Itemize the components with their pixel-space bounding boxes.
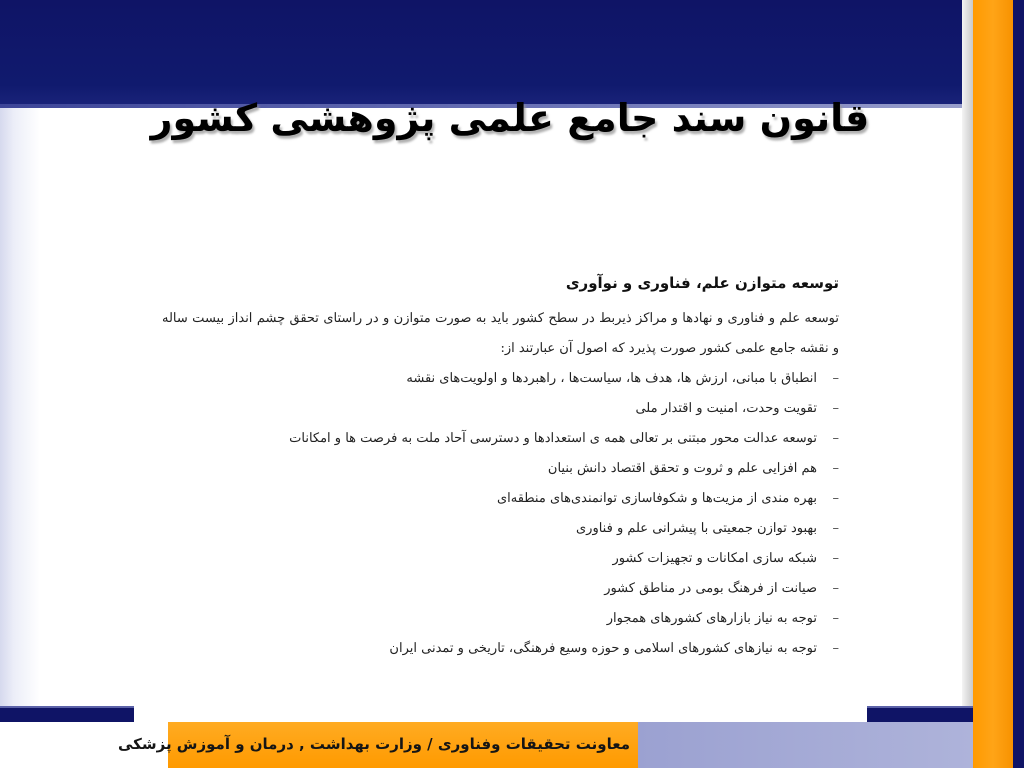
dash-bullet: – — [832, 461, 839, 476]
right-navy-edge — [1013, 0, 1024, 768]
principles-list — [162, 364, 839, 664]
list-item — [162, 544, 839, 574]
list-item — [162, 634, 839, 664]
list-item — [162, 514, 839, 544]
list-item — [162, 454, 839, 484]
list-item-text: توجه به نیاز بازارهای کشورهای همجوار — [606, 611, 817, 626]
footer-caption: معاونت تحقیقات وفناوری / وزارت بهداشت , درمان و آموزش پزشکی — [117, 735, 630, 753]
dash-bullet: – — [832, 521, 839, 536]
document-intro: توسعه علم و فناوری و نهادها و مراکز ذیربط در سطح کشور باید به صورت متوازن و در راستای تحقق چشم انداز بیست ساله و نقشه جامع علمی کشور صورت پذیرد که اصول آن عبارتند از: — [162, 311, 839, 356]
list-item-text: هم افزایی علم و ثروت و تحقق اقتصاد دانش بنیان — [547, 461, 817, 476]
list-item-text: بهره مندی از مزیت‌ها و شکوفاسازی توانمندی‌های منطقه‌ای — [496, 491, 817, 506]
list-item-text: صیانت از فرهنگ بومی در مناطق کشور — [604, 581, 817, 596]
document-excerpt — [134, 264, 867, 722]
list-item — [162, 484, 839, 514]
list-item-text: شبکه سازی امکانات و تجهیزات کشور — [612, 551, 817, 566]
document-heading: توسعه متوازن علم، فناوری و نوآوری — [565, 274, 839, 292]
right-gray-divider — [962, 0, 973, 768]
dash-bullet: – — [832, 611, 839, 626]
list-item — [162, 424, 839, 454]
slide-title: قانون سند جامع علمی پژوهشی کشور — [150, 96, 870, 140]
list-item — [162, 364, 839, 394]
list-item-text: تقویت وحدت، امنیت و اقتدار ملی — [635, 401, 817, 416]
dash-bullet: – — [832, 641, 839, 656]
right-orange-bar — [973, 0, 1013, 768]
dash-bullet: – — [832, 431, 839, 446]
dash-bullet: – — [832, 401, 839, 416]
list-item-text: توسعه عدالت محور مبتنی بر تعالی همه ی استعدادها و دسترسی آحاد ملت به فرصت ها و امکانات — [289, 431, 817, 446]
footer-lavender-band — [638, 722, 973, 768]
list-item-text: انطباق با مبانی، ارزش ها، هدف ها، سیاست‌ها ، راهبردها و اولویت‌های نقشه — [406, 371, 817, 386]
dash-bullet: – — [832, 551, 839, 566]
header-band — [0, 0, 973, 106]
list-item — [162, 574, 839, 604]
list-item — [162, 604, 839, 634]
dash-bullet: – — [832, 491, 839, 506]
dash-bullet: – — [832, 371, 839, 386]
dash-bullet: – — [832, 581, 839, 596]
list-item-text: توجه به نیازهای کشورهای اسلامی و حوزه وسیع فرهنگی، تاریخی و تمدنی ایران — [389, 641, 817, 656]
list-item-text: بهبود توازن جمعیتی با پیشرانی علم و فناوری — [575, 521, 817, 536]
list-item — [162, 394, 839, 424]
